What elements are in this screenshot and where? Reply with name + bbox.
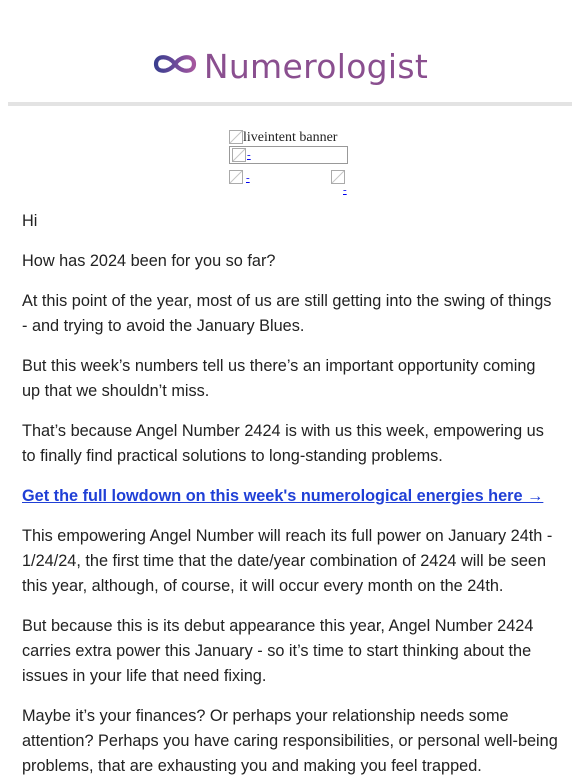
cta-paragraph [22,484,558,509]
paragraph-1: How has 2024 been for you so far? [22,252,276,270]
email-header [0,0,580,102]
broken-image-icon [229,130,243,144]
ad-link-3[interactable]: - [343,184,347,196]
ad-slot-right[interactable] [331,170,347,196]
paragraph-7: Maybe it’s your finances? Or perhaps your relationship needs some attention? Perhaps you have caring responsibilities, or personal well-being problems, that are exhausting you and making you feel trapped. [22,707,558,775]
ad-link-2[interactable]: - [246,172,250,184]
email-body [0,209,580,779]
ad-banner-alt-text: liveintent banner [243,130,338,145]
paragraph-3: But this week’s numbers tell us there’s an important opportunity coming up that we shouldn’t miss. [22,357,536,400]
paragraph-2: At this point of the year, most of us are still getting into the swing of things - and trying to avoid the January Blues. [22,292,552,335]
broken-image-icon [232,148,246,162]
header-divider [8,102,572,106]
paragraph-5: This empowering Angel Number will reach its full power on January 24th - 1/24/24, the first time that the date/year combination of 2424 will be seen this year, although, of course, it will occur every month on the 24th. [22,527,553,595]
broken-image-icon [229,170,243,184]
broken-image-icon [331,170,345,184]
ad-link-1[interactable]: - [247,149,251,161]
logo-text: Numerologist [203,46,429,86]
ad-banner-image[interactable] [229,130,337,146]
infinity-icon [152,50,198,83]
greeting: Hi [22,212,38,230]
ad-banner-block [0,130,580,215]
lowdown-link[interactable]: Get the full lowdown on this week's numerological energies here → [22,487,544,505]
ad-slot-left[interactable] [229,170,250,188]
paragraph-4: That’s because Angel Number 2424 is with us this week, empowering us to finally find practical solutions to long-standing problems. [22,422,544,465]
ad-slot-box[interactable] [229,146,348,164]
paragraph-6: But because this is its debut appearance this year, Angel Number 2424 carries extra power this January - so it’s time to start thinking about the issues in your life that need fixing. [22,617,534,685]
numerologist-logo[interactable] [152,47,428,86]
